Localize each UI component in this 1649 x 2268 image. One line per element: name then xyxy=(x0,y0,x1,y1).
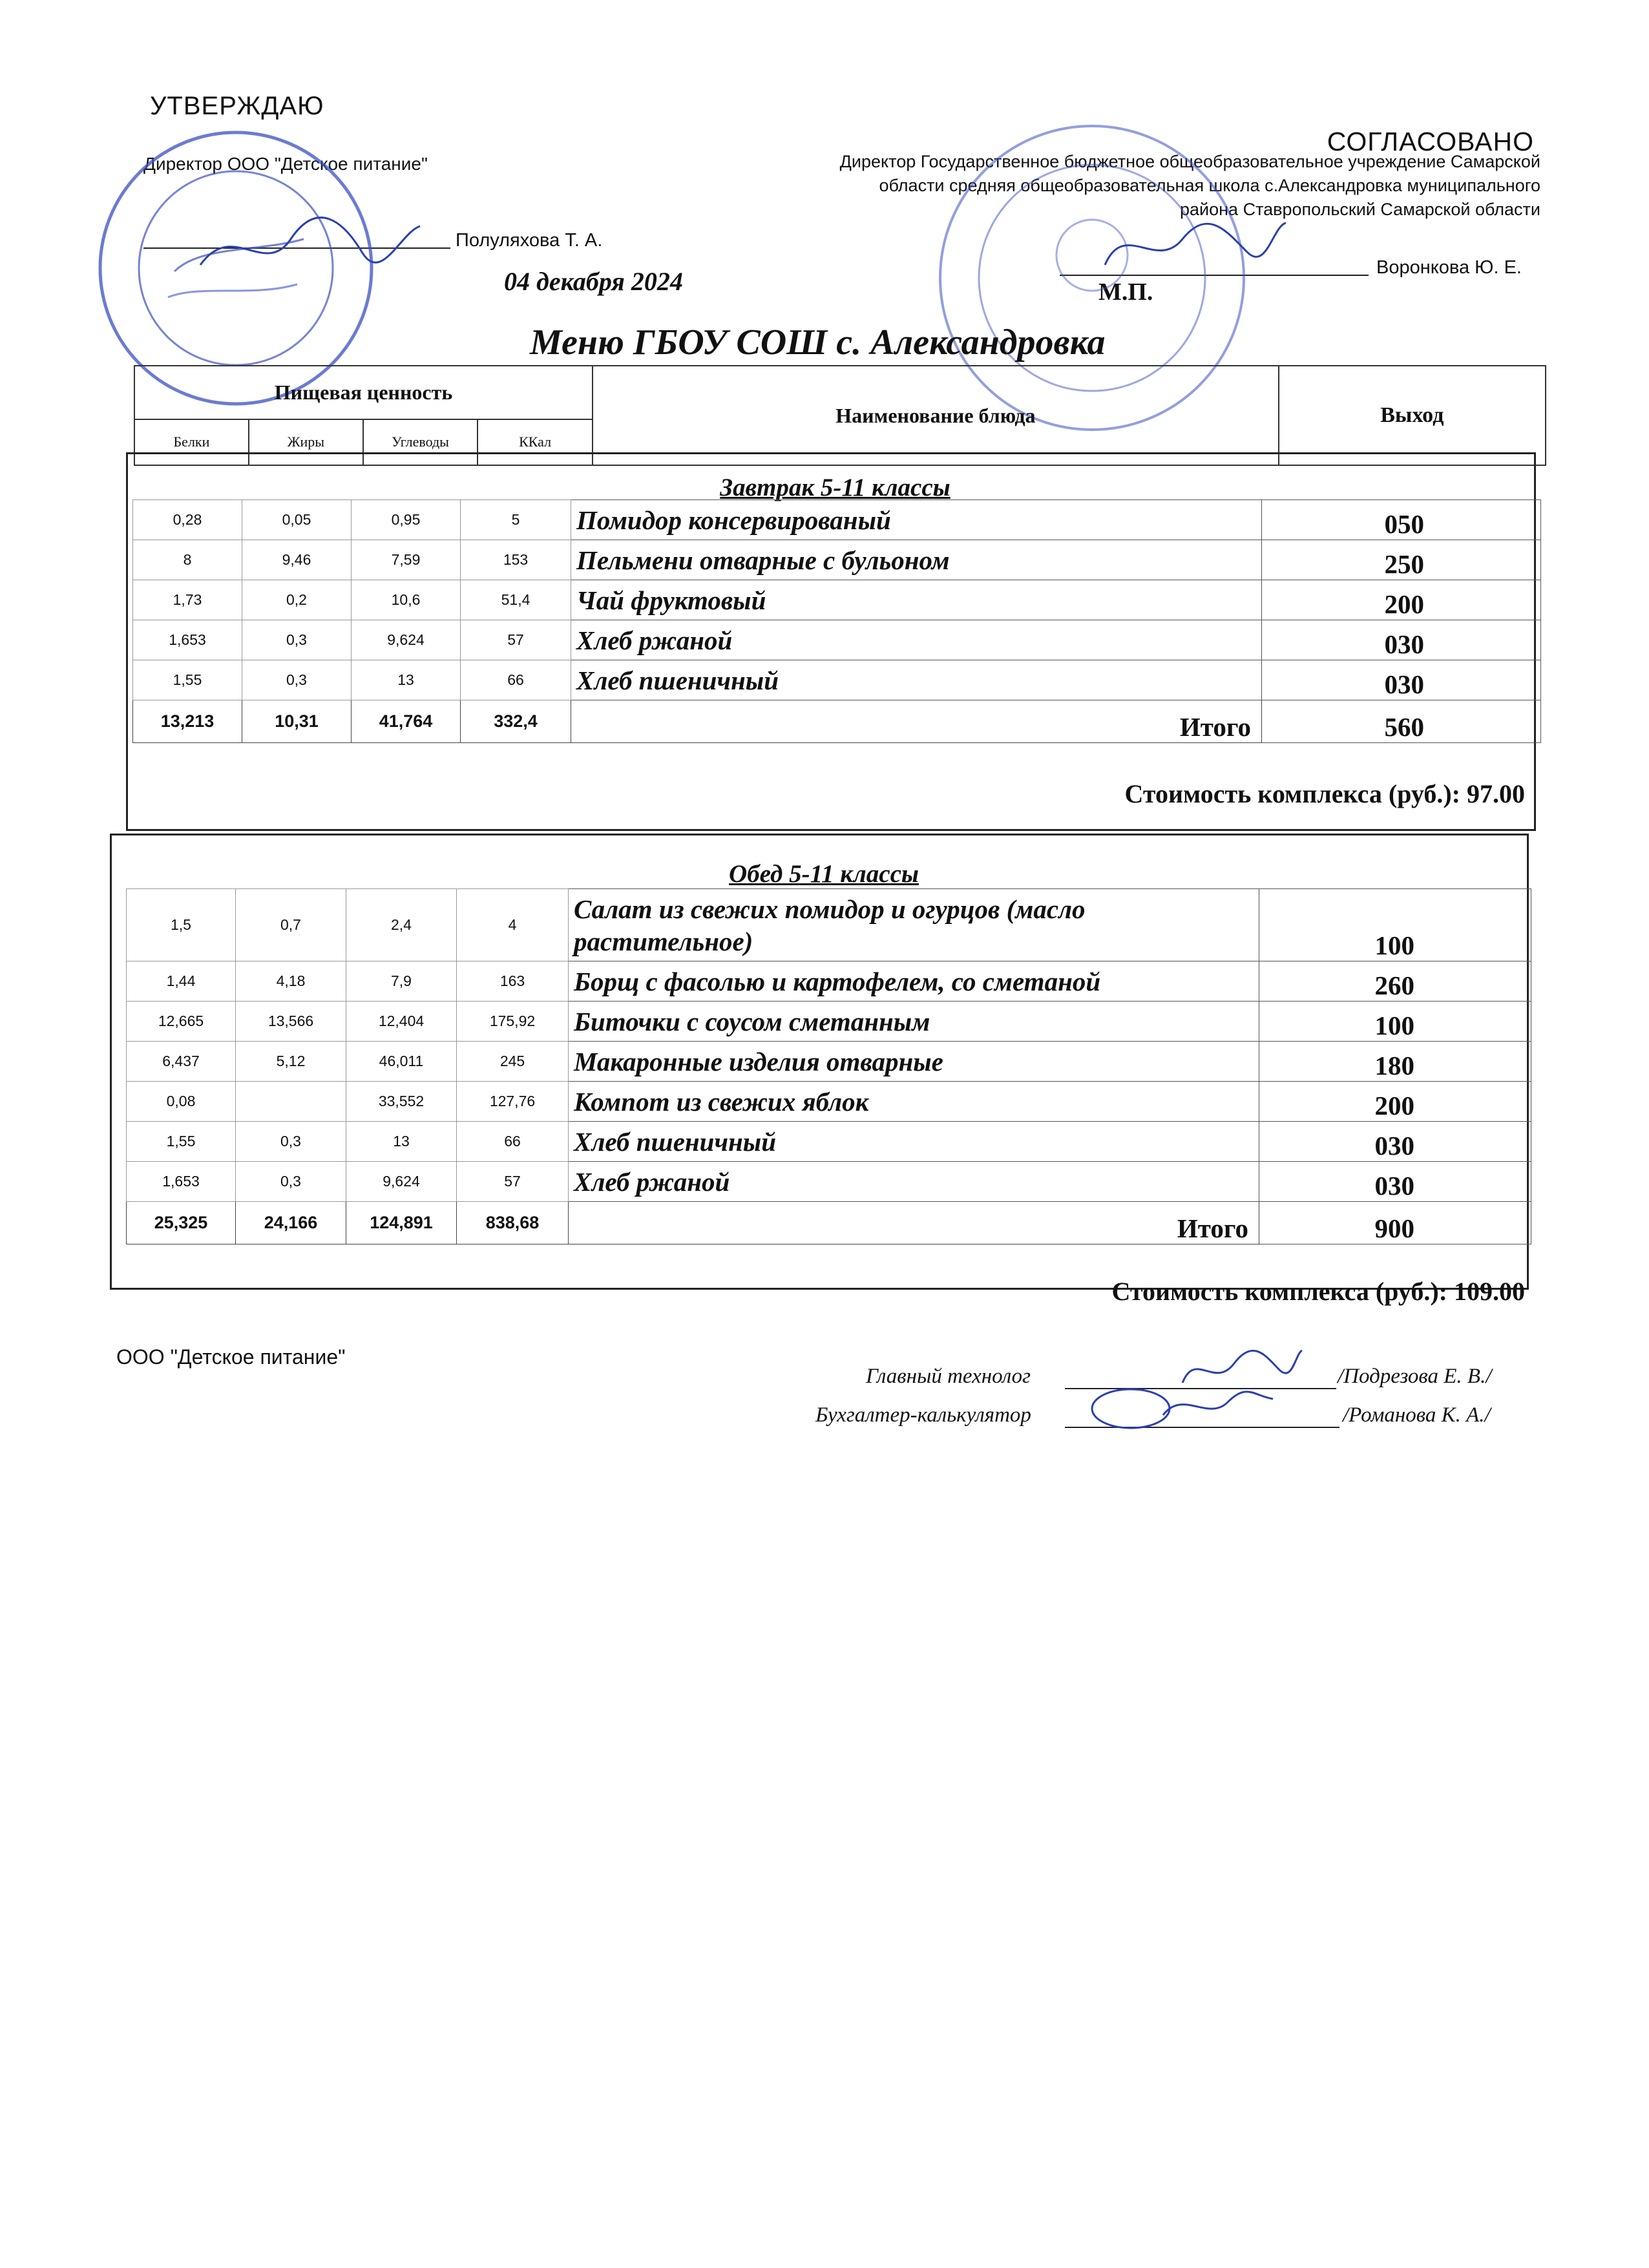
fats-cell: 0,3 xyxy=(236,1122,346,1162)
kcal-cell: 5 xyxy=(461,500,571,540)
fats-cell: 13,566 xyxy=(236,1002,346,1042)
dish-cell: Компот из свежих яблок xyxy=(569,1082,1259,1122)
total-row xyxy=(127,1202,1531,1244)
carbs-cell: 13 xyxy=(352,660,461,700)
proteins-cell: 1,653 xyxy=(127,1162,236,1202)
dish-cell: Хлеб ржаной xyxy=(571,620,1262,660)
right-position-line: района Ставропольский Самарской области xyxy=(1180,200,1540,219)
accountant-label: Бухгалтер-калькулятор xyxy=(815,1403,1031,1427)
kcal-cell: 66 xyxy=(461,660,571,700)
dish-cell: Хлеб ржаной xyxy=(569,1162,1259,1202)
proteins-cell: 1,5 xyxy=(127,889,236,961)
fats-cell: 0,3 xyxy=(236,1162,346,1202)
left-director-position: Директор ООО "Детское питание" xyxy=(143,154,428,174)
fats-cell: 9,46 xyxy=(242,540,352,580)
footer-organization: ООО "Детское питание" xyxy=(116,1345,346,1369)
carbs-cell: 9,624 xyxy=(352,620,461,660)
fats-cell: 0,2 xyxy=(242,580,352,620)
carbs-cell: 12,404 xyxy=(346,1002,457,1042)
dish-cell: Помидор консервированый xyxy=(571,500,1262,540)
proteins-cell: 0,28 xyxy=(133,500,242,540)
table-row xyxy=(127,1042,1531,1082)
right-director-name: Воронкова Ю. Е. xyxy=(1376,257,1522,278)
proteins-cell: 1,44 xyxy=(127,961,236,1002)
column-fats: Жиры xyxy=(249,419,363,465)
total-output: 560 xyxy=(1262,700,1541,743)
table-row xyxy=(127,961,1531,1002)
output-cell: 100 xyxy=(1259,1002,1531,1042)
fats-cell: 0,3 xyxy=(242,620,352,660)
kcal-cell: 245 xyxy=(457,1042,569,1082)
left-director-name: Полуляхова Т. А. xyxy=(456,230,603,251)
fats-cell: 5,12 xyxy=(236,1042,346,1082)
proteins-cell: 1,653 xyxy=(133,620,242,660)
dish-cell: Борщ с фасолью и картофелем, со сметаной xyxy=(569,961,1259,1002)
table-row xyxy=(127,1122,1531,1162)
carbs-cell: 2,4 xyxy=(346,889,457,961)
kcal-cell: 153 xyxy=(461,540,571,580)
proteins-cell: 1,55 xyxy=(133,660,242,700)
approval-date: 04 декабря 2024 xyxy=(504,267,683,296)
right-position-line: области средняя общеобразовательная школа с.Александровка муниципального xyxy=(879,176,1540,195)
fats-cell: 0,05 xyxy=(242,500,352,540)
proteins-cell: 1,55 xyxy=(127,1122,236,1162)
table-row xyxy=(127,1162,1531,1202)
breakfast-table xyxy=(132,499,1541,743)
fats-cell: 0,3 xyxy=(242,660,352,700)
carbs-cell: 46,011 xyxy=(346,1042,457,1082)
kcal-cell: 175,92 xyxy=(457,1002,569,1042)
output-cell: 250 xyxy=(1262,540,1541,580)
kcal-cell: 127,76 xyxy=(457,1082,569,1122)
carbs-cell: 33,552 xyxy=(346,1082,457,1122)
output-cell: 030 xyxy=(1262,620,1541,660)
total-carbs: 124,891 xyxy=(346,1202,457,1244)
accountant-name: /Романова К. А./ xyxy=(1343,1403,1491,1427)
table-row xyxy=(133,580,1541,620)
table-row xyxy=(133,500,1541,540)
table-row xyxy=(133,540,1541,580)
left-signature xyxy=(194,207,426,284)
kcal-cell: 66 xyxy=(457,1122,569,1162)
total-output: 900 xyxy=(1259,1202,1531,1244)
accountant-signature xyxy=(1086,1376,1279,1434)
output-cell: 200 xyxy=(1262,580,1541,620)
carbs-cell: 9,624 xyxy=(346,1162,457,1202)
right-signature xyxy=(1098,213,1292,284)
approve-heading: УТВЕРЖДАЮ xyxy=(150,92,324,120)
total-proteins: 25,325 xyxy=(127,1202,236,1244)
output-heading: Выход xyxy=(1279,366,1546,465)
table-row xyxy=(133,620,1541,660)
kcal-cell: 57 xyxy=(461,620,571,660)
nutrition-heading: Пищевая ценность xyxy=(134,366,593,419)
output-cell: 200 xyxy=(1259,1082,1531,1122)
table-row xyxy=(127,889,1531,961)
output-cell: 030 xyxy=(1262,660,1541,700)
total-fats: 10,31 xyxy=(242,700,352,743)
output-cell: 030 xyxy=(1259,1122,1531,1162)
fats-cell xyxy=(236,1082,346,1122)
fats-cell: 4,18 xyxy=(236,961,346,1002)
proteins-cell: 6,437 xyxy=(127,1042,236,1082)
table-row xyxy=(133,660,1541,700)
carbs-cell: 7,59 xyxy=(352,540,461,580)
output-cell: 100 xyxy=(1259,889,1531,961)
output-cell: 180 xyxy=(1259,1042,1531,1082)
table-row xyxy=(127,1002,1531,1042)
chief-technologist-label: Главный технолог xyxy=(866,1365,1031,1388)
column-kcal: ККал xyxy=(478,419,593,465)
dish-cell: Хлеб пшеничный xyxy=(569,1122,1259,1162)
proteins-cell: 12,665 xyxy=(127,1002,236,1042)
carbs-cell: 10,6 xyxy=(352,580,461,620)
total-fats: 24,166 xyxy=(236,1202,346,1244)
carbs-cell: 7,9 xyxy=(346,961,457,1002)
dish-name-heading: Наименование блюда xyxy=(593,366,1279,465)
lunch-table xyxy=(126,888,1531,1244)
output-cell: 260 xyxy=(1259,961,1531,1002)
chief-technologist-name: /Подрезова Е. В./ xyxy=(1338,1365,1492,1388)
fats-cell: 0,7 xyxy=(236,889,346,961)
total-kcal: 332,4 xyxy=(461,700,571,743)
dish-cell: Хлеб пшеничный xyxy=(571,660,1262,700)
dish-cell: Пельмени отварные с бульоном xyxy=(571,540,1262,580)
proteins-cell: 8 xyxy=(133,540,242,580)
kcal-cell: 163 xyxy=(457,961,569,1002)
carbs-cell: 13 xyxy=(346,1122,457,1162)
dish-cell: Макаронные изделия отварные xyxy=(569,1042,1259,1082)
page-title: Меню ГБОУ СОШ с. Александровка xyxy=(530,322,1106,362)
breakfast-title: Завтрак 5-11 классы xyxy=(720,474,951,501)
column-proteins: Белки xyxy=(134,419,249,465)
total-carbs: 41,764 xyxy=(352,700,461,743)
proteins-cell: 1,73 xyxy=(133,580,242,620)
proteins-cell: 0,08 xyxy=(127,1082,236,1122)
lunch-cost: Стоимость комплекса (руб.): 109.00 xyxy=(1111,1277,1525,1306)
right-position-line: Директор Государственное бюджетное общеобразовательное учреждение Самарской xyxy=(839,152,1540,171)
carbs-cell: 0,95 xyxy=(352,500,461,540)
breakfast-cost: Стоимость комплекса (руб.): 97.00 xyxy=(1124,779,1525,808)
column-carbs: Углеводы xyxy=(363,419,478,465)
output-cell: 030 xyxy=(1259,1162,1531,1202)
lunch-title: Обед 5-11 классы xyxy=(729,860,919,888)
kcal-cell: 51,4 xyxy=(461,580,571,620)
stamp-place-label: М.П. xyxy=(1098,278,1153,306)
total-kcal: 838,68 xyxy=(457,1202,569,1244)
menu-table-header xyxy=(134,365,1546,466)
kcal-cell: 57 xyxy=(457,1162,569,1202)
dish-cell: Биточки с соусом сметанным xyxy=(569,1002,1259,1042)
agreed-heading: СОГЛАСОВАНО xyxy=(1327,127,1534,156)
total-proteins: 13,213 xyxy=(133,700,242,743)
total-row xyxy=(133,700,1541,743)
output-cell: 050 xyxy=(1262,500,1541,540)
table-row xyxy=(127,1082,1531,1122)
total-label: Итого xyxy=(571,700,1262,743)
total-label: Итого xyxy=(569,1202,1259,1244)
dish-cell: Чай фруктовый xyxy=(571,580,1262,620)
kcal-cell: 4 xyxy=(457,889,569,961)
dish-cell: Салат из свежих помидор и огурцов (масло растительное) xyxy=(569,889,1259,961)
